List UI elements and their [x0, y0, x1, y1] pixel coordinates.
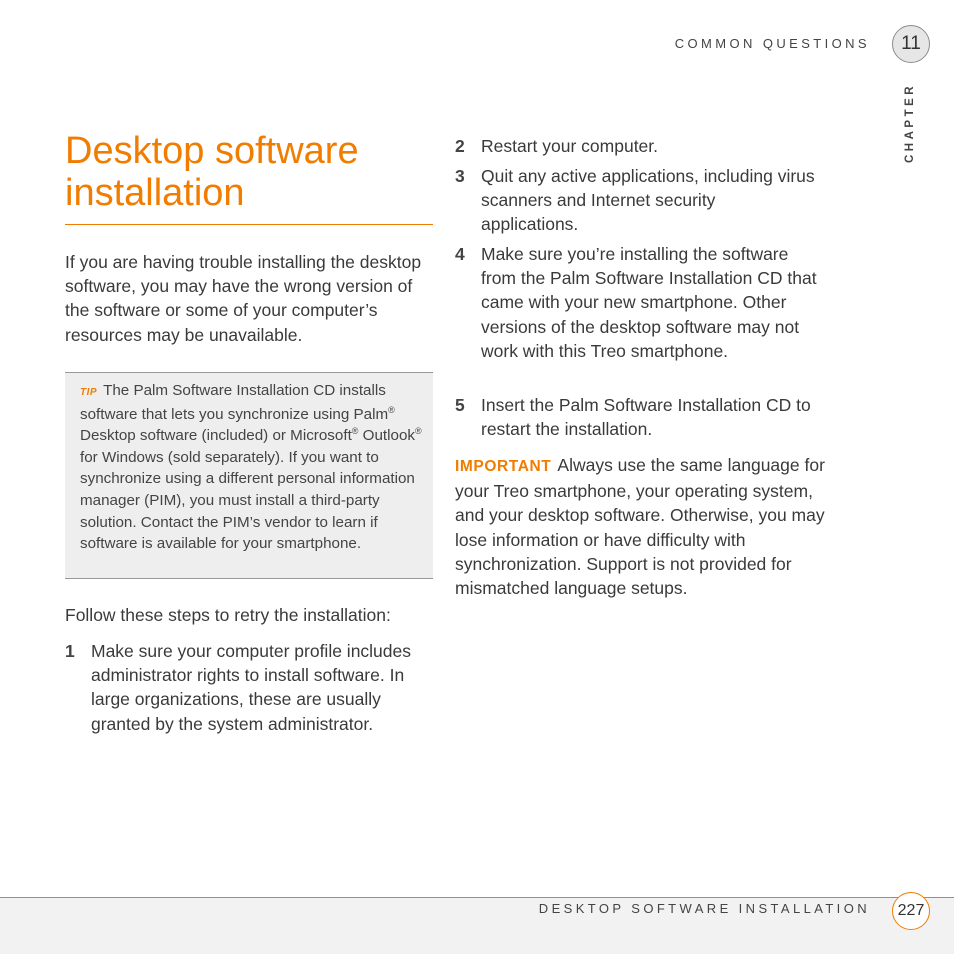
step-number: 1 [65, 641, 75, 661]
important-label: IMPORTANT [455, 458, 552, 475]
tip-text-1: The Palm Software Installation CD installs software that lets you synchronize using Palm [80, 382, 389, 423]
intro-paragraph: If you are having trouble installing the desktop software, you may have the wrong version of the software or some of your computer’s resources may be unavailable. [65, 252, 422, 345]
tip-text-2: Desktop software (included) or Microsoft [80, 427, 352, 445]
important-text: Always use the same language for your Treo smartphone, your operating system, and your desktop software. Otherwise, you may lose information or have difficulty with synchronization. Support is not provided for mismatched language setups. [455, 455, 825, 599]
running-footer: DESKTOP SOFTWARE INSTALLATION [538, 901, 870, 916]
step-text: Quit any active applications, including virus scanners and Internet security applications. [481, 166, 815, 235]
tip-text-4: for Windows (sold separately). If you want to synchronize using a different personal information manager (PIM), you must install a third-party solution. Contact the PIM’s vendor to learn if software is available for your smartphone. [80, 448, 415, 553]
tip-box [65, 372, 433, 579]
step-number: 4 [455, 244, 465, 264]
chapter-number-badge: 11 [892, 25, 930, 63]
step-text: Insert the Palm Software Installation CD to restart the installation. [481, 395, 811, 440]
step-text: Make sure you’re installing the software from the Palm Software Installation CD that came with your new smartphone. Other versions of the desktop software may not work with this Treo smartphone. [481, 244, 817, 361]
tip-text-3: Outlook [358, 427, 415, 445]
steps-intro: Follow these steps to retry the installation: [65, 605, 391, 625]
running-header: COMMON QUESTIONS [674, 36, 870, 51]
step-number: 3 [455, 166, 465, 186]
page-title: Desktop software installation [65, 130, 359, 214]
step-text: Make sure your computer profile includes administrator rights to install software. In large organizations, these are usually granted by the system administrator. [91, 641, 412, 734]
tip-label: TIP [80, 387, 98, 398]
registered-mark: ® [388, 404, 395, 415]
registered-mark: ® [415, 426, 422, 437]
important-note [455, 453, 827, 600]
page-number-badge: 227 [892, 892, 930, 930]
chapter-vertical-label: CHAPTER [904, 82, 916, 164]
registered-mark: ® [351, 426, 359, 437]
step-text: Restart your computer. [481, 136, 659, 156]
step-number: 2 [455, 136, 465, 156]
step-number: 5 [455, 395, 465, 415]
title-divider [65, 224, 433, 225]
